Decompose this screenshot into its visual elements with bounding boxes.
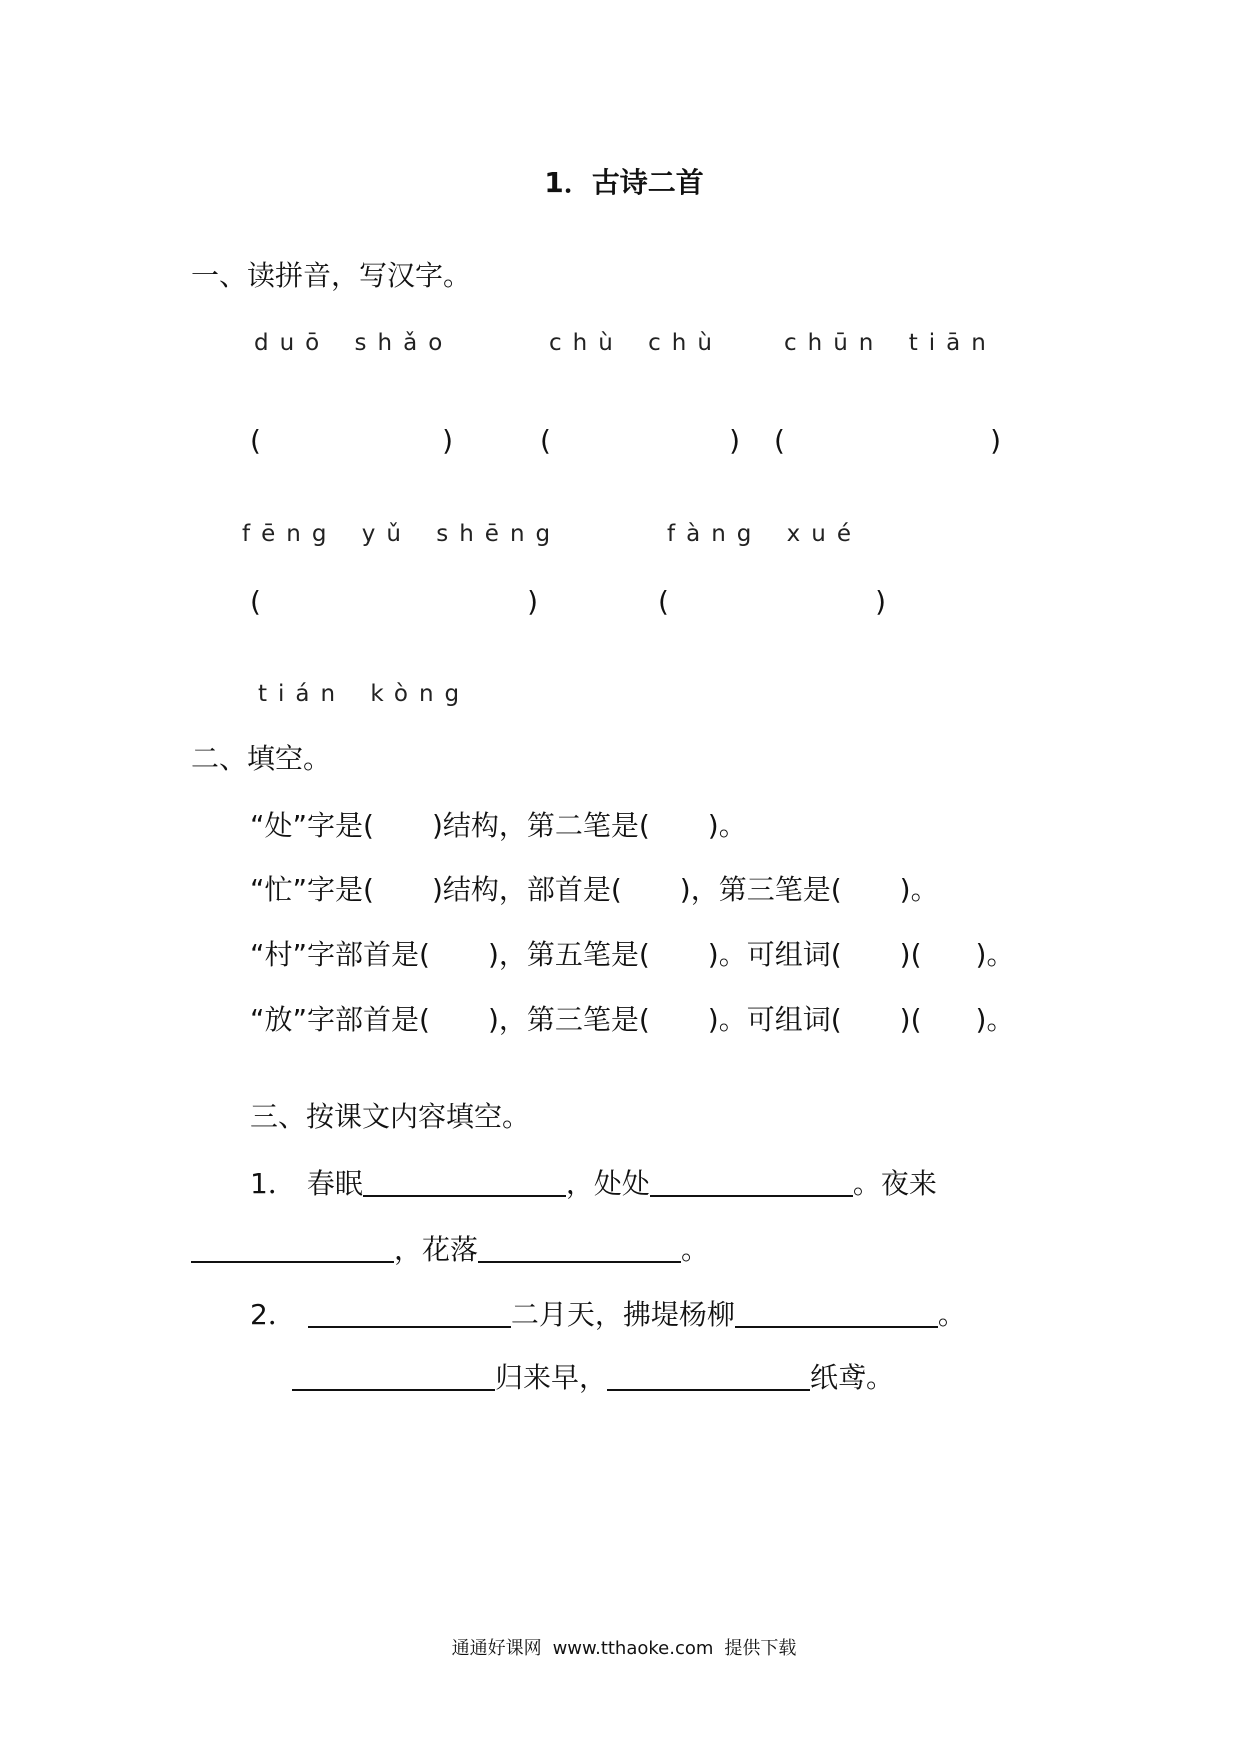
open-bracket: ( [774,424,785,457]
open-bracket: ( [250,585,261,618]
line-text: “村”字部首是( [250,938,430,971]
answer-gap [374,834,432,835]
answer-brackets [774,424,1001,457]
open-bracket: ( [250,424,261,457]
poem2-line1 [250,1298,966,1329]
line-text: 纸鸢。 [810,1361,895,1394]
close-bracket: ) [990,424,1001,457]
answer-blank [735,1302,938,1328]
line-text: “放”字部首是( [250,1003,430,1036]
line-text: )，第五笔是( [487,938,650,971]
close-bracket: ) [875,585,886,618]
answer-brackets [658,585,886,618]
answer-blank [607,1365,810,1391]
close-bracket: ) [729,424,740,457]
answer-blank [363,1171,566,1197]
footer-site-name: 通通好课网 [451,1638,542,1659]
pinyin-chu-chu: chù chù [549,330,723,356]
answer-blank [191,1237,394,1263]
answer-blank [308,1302,511,1328]
line-text: “忙”字是( [250,873,374,906]
line-text: )。可组词( [707,938,842,971]
line-text: )，第三笔是( [487,1003,650,1036]
fill-line-fang [250,1003,1015,1036]
line-text: )结构，第二笔是( [431,809,650,842]
answer-gap [842,1028,900,1029]
line-text: 二月天，拂堤杨柳 [510,1298,735,1331]
line-text: 。 [937,1298,966,1331]
line-text: 归来早， [495,1361,608,1394]
answer-gap [922,963,976,964]
answer-brackets [540,424,740,457]
line-text: “处”字是( [250,809,374,842]
pinyin-feng-yu-sheng: fēng yǔ shēng [242,521,562,547]
line-text: 。 [681,1233,710,1266]
answer-gap [842,963,900,964]
line-text: )。可组词( [707,1003,842,1036]
answer-gap [430,1028,488,1029]
fill-line-chu [250,809,747,842]
answer-gap [374,898,432,899]
answer-gap [650,963,708,964]
answer-blank [292,1365,495,1391]
question-number: 1． [250,1167,296,1200]
footer-note: 提供下载 [724,1638,797,1659]
line-text: )( [899,938,922,971]
line-text: )( [899,1003,922,1036]
line-text: )。 [975,1003,1015,1036]
answer-gap [622,898,680,899]
line-text: )，第三笔是( [679,873,842,906]
pinyin-tian-kong: tián kòng [258,681,471,707]
worksheet-title: 1．古诗二首 [544,166,704,199]
answer-gap [842,898,900,899]
answer-gap [650,1028,708,1029]
line-text: )。 [975,938,1015,971]
answer-gap [650,834,708,835]
pinyin-chun-tian: chūn tiān [784,330,997,356]
pinyin-fang-xue: fàng xué [667,521,863,547]
open-bracket: ( [540,424,551,457]
line-text: ，花落 [394,1233,479,1266]
answer-gap [430,963,488,964]
section2-heading: 二、填空。 [191,742,332,775]
line-text: 春眠 [306,1167,363,1200]
open-bracket: ( [658,585,669,618]
fill-line-mang [250,873,939,906]
answer-gap [922,1028,976,1029]
section3-heading: 三、按课文内容填空。 [250,1100,531,1133]
footer-url: www.tthaoke.com [552,1638,714,1659]
line-text: )结构，部首是( [431,873,622,906]
question-number: 2． [250,1298,296,1331]
line-text: 。夜来 [852,1167,937,1200]
close-bracket: ) [527,585,538,618]
close-bracket: ) [442,424,453,457]
pinyin-duo-shao: duō shǎo [254,330,454,356]
answer-brackets [250,585,538,618]
line-text: ，处处 [565,1167,650,1200]
answer-brackets [250,424,453,457]
fill-line-cun [250,938,1015,971]
line-text: )。 [707,809,747,842]
poem2-line2 [292,1361,894,1392]
line-text: )。 [899,873,939,906]
answer-blank [478,1237,681,1263]
answer-blank [650,1171,853,1197]
poem1-line2 [191,1233,709,1264]
page-footer [0,1639,1240,1659]
section1-heading: 一、读拼音，写汉字。 [191,259,472,292]
poem1-line1 [250,1167,937,1198]
